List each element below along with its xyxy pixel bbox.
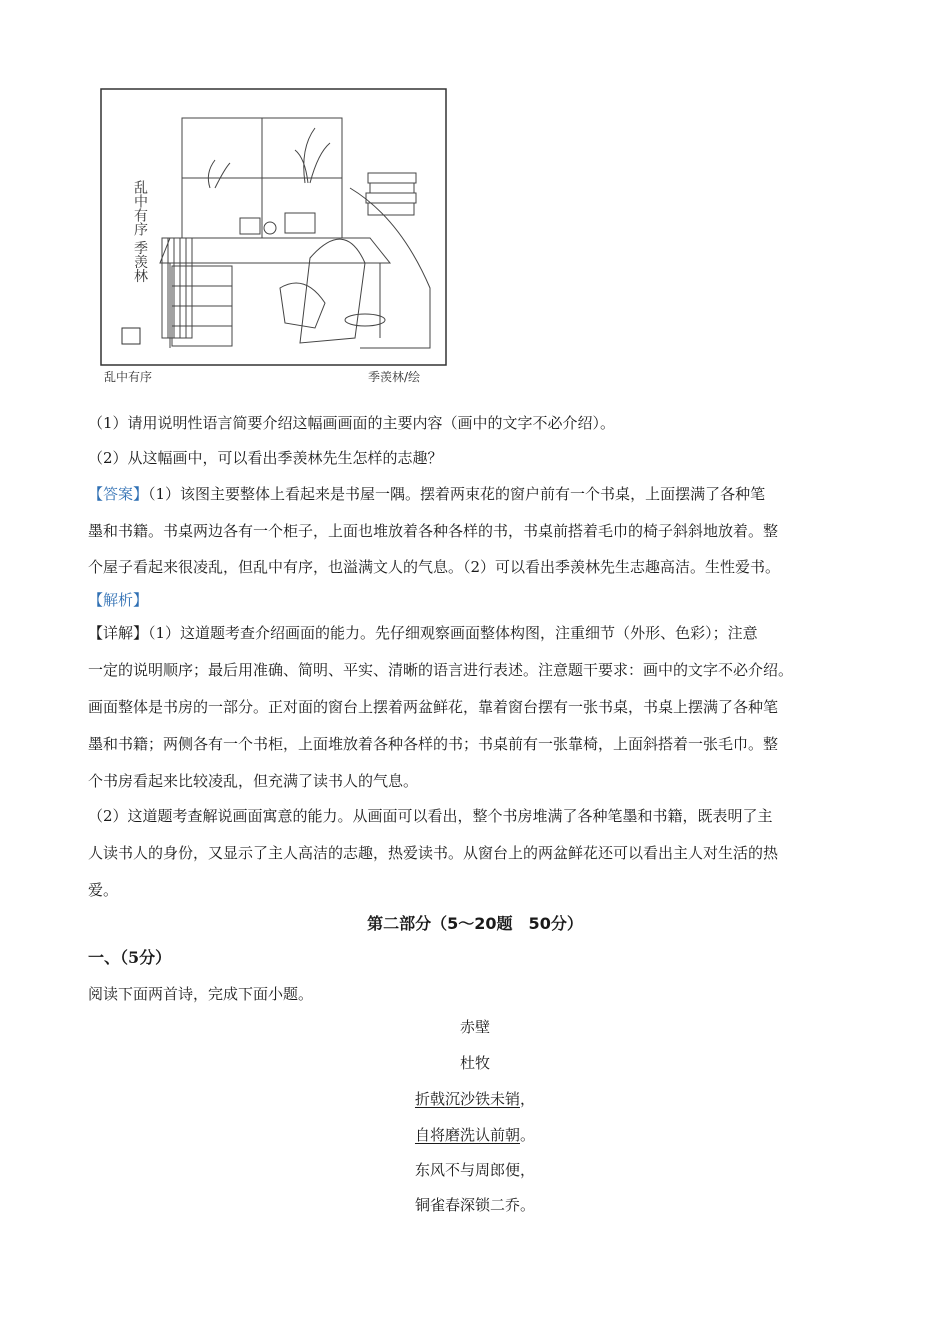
analysis-line-2: 一定的说明顺序；最后用准确、简明、平实、清晰的语言进行表述。注意题干要求：画中的文字不必介绍。 [88, 661, 794, 679]
poem-author: 杜牧 [459, 1054, 490, 1072]
answer-line-3: 个屋子看起来很凌乱，但乱中有序，也溢满文人的气息。（2）可以看出季羡林先生志趣高洁。生性爱书。 [88, 558, 781, 576]
analysis-line-4: 墨和书籍；两侧各有一个书柜，上面堆放着各种各样的书；书桌前有一张靠椅，上面斜搭着一张毛巾。整 [88, 735, 779, 753]
answer-label: 【答案】 [88, 485, 149, 503]
analysis-line-3: 画面整体是书房的一部分。正对面的窗台上摆着两盆鲜花，靠着窗台摆有一张书桌，书桌上摆满了各种笔 [88, 698, 779, 716]
poem-line-3: 东风不与周郎便， [414, 1161, 535, 1179]
analysis-line-8: 爱。 [88, 881, 119, 899]
reading-instruction: 阅读下面两首诗，完成下面小题。 [88, 985, 314, 1003]
answer-line-1: 【答案】（1）该图主要整体上看起来是书屋一隅。摆着两束花的窗户前有一个书桌，上面摆满了各种笔 [88, 485, 766, 503]
question-2: （2）从这幅画中，可以看出季羡林先生怎样的志趣？ [88, 449, 443, 467]
poem-line-2: 自将磨洗认前朝。 [414, 1126, 536, 1144]
poem-line-4: 铜雀春深锁二乔。 [414, 1196, 535, 1214]
analysis-line-1: 【详解】（1）这道题考查介绍画面的能力。先仔细观察画面整体构图，注重细节（外形、色彩）；注意 [88, 624, 758, 642]
analysis-line-6: （2）这道题考查解说画面寓意的能力。从画面可以看出，整个书房堆满了各种笔墨和书籍，既表明了主 [88, 807, 773, 825]
poem-title: 赤壁 [459, 1018, 490, 1036]
analysis-line-5: 个书房看起来比较凌乱，但充满了读书人的气息。 [88, 772, 419, 790]
section-heading: 一、（5分） [88, 948, 172, 967]
analysis-label: 【解析】 [88, 591, 149, 609]
part2-title: 第二部分（5～20题 50分） [367, 914, 583, 933]
sketch-inscription: 乱中有序 季羡林 [132, 180, 148, 283]
poem-line-1: 折戟沉沙铁未销， [414, 1090, 536, 1108]
study-sketch-illustration [100, 88, 447, 366]
answer-line-2: 墨和书籍。书桌两边各有一个柜子，上面也堆放着各种各样的书，书桌前搭着毛巾的椅子斜斜地放着。整 [88, 522, 779, 540]
question-1: （1）请用说明性语言简要介绍这幅画画面的主要内容（画中的文字不必介绍）。 [88, 414, 616, 432]
figure-caption-right: 季羡林/绘 [368, 370, 421, 384]
figure-caption-left: 乱中有序 [104, 370, 153, 384]
detail-label: 【详解】 [88, 624, 149, 642]
analysis-line-7: 人读书人的身份，又显示了主人高洁的志趣，热爱读书。从窗台上的两盆鲜花还可以看出主人对生活的热 [88, 844, 779, 862]
